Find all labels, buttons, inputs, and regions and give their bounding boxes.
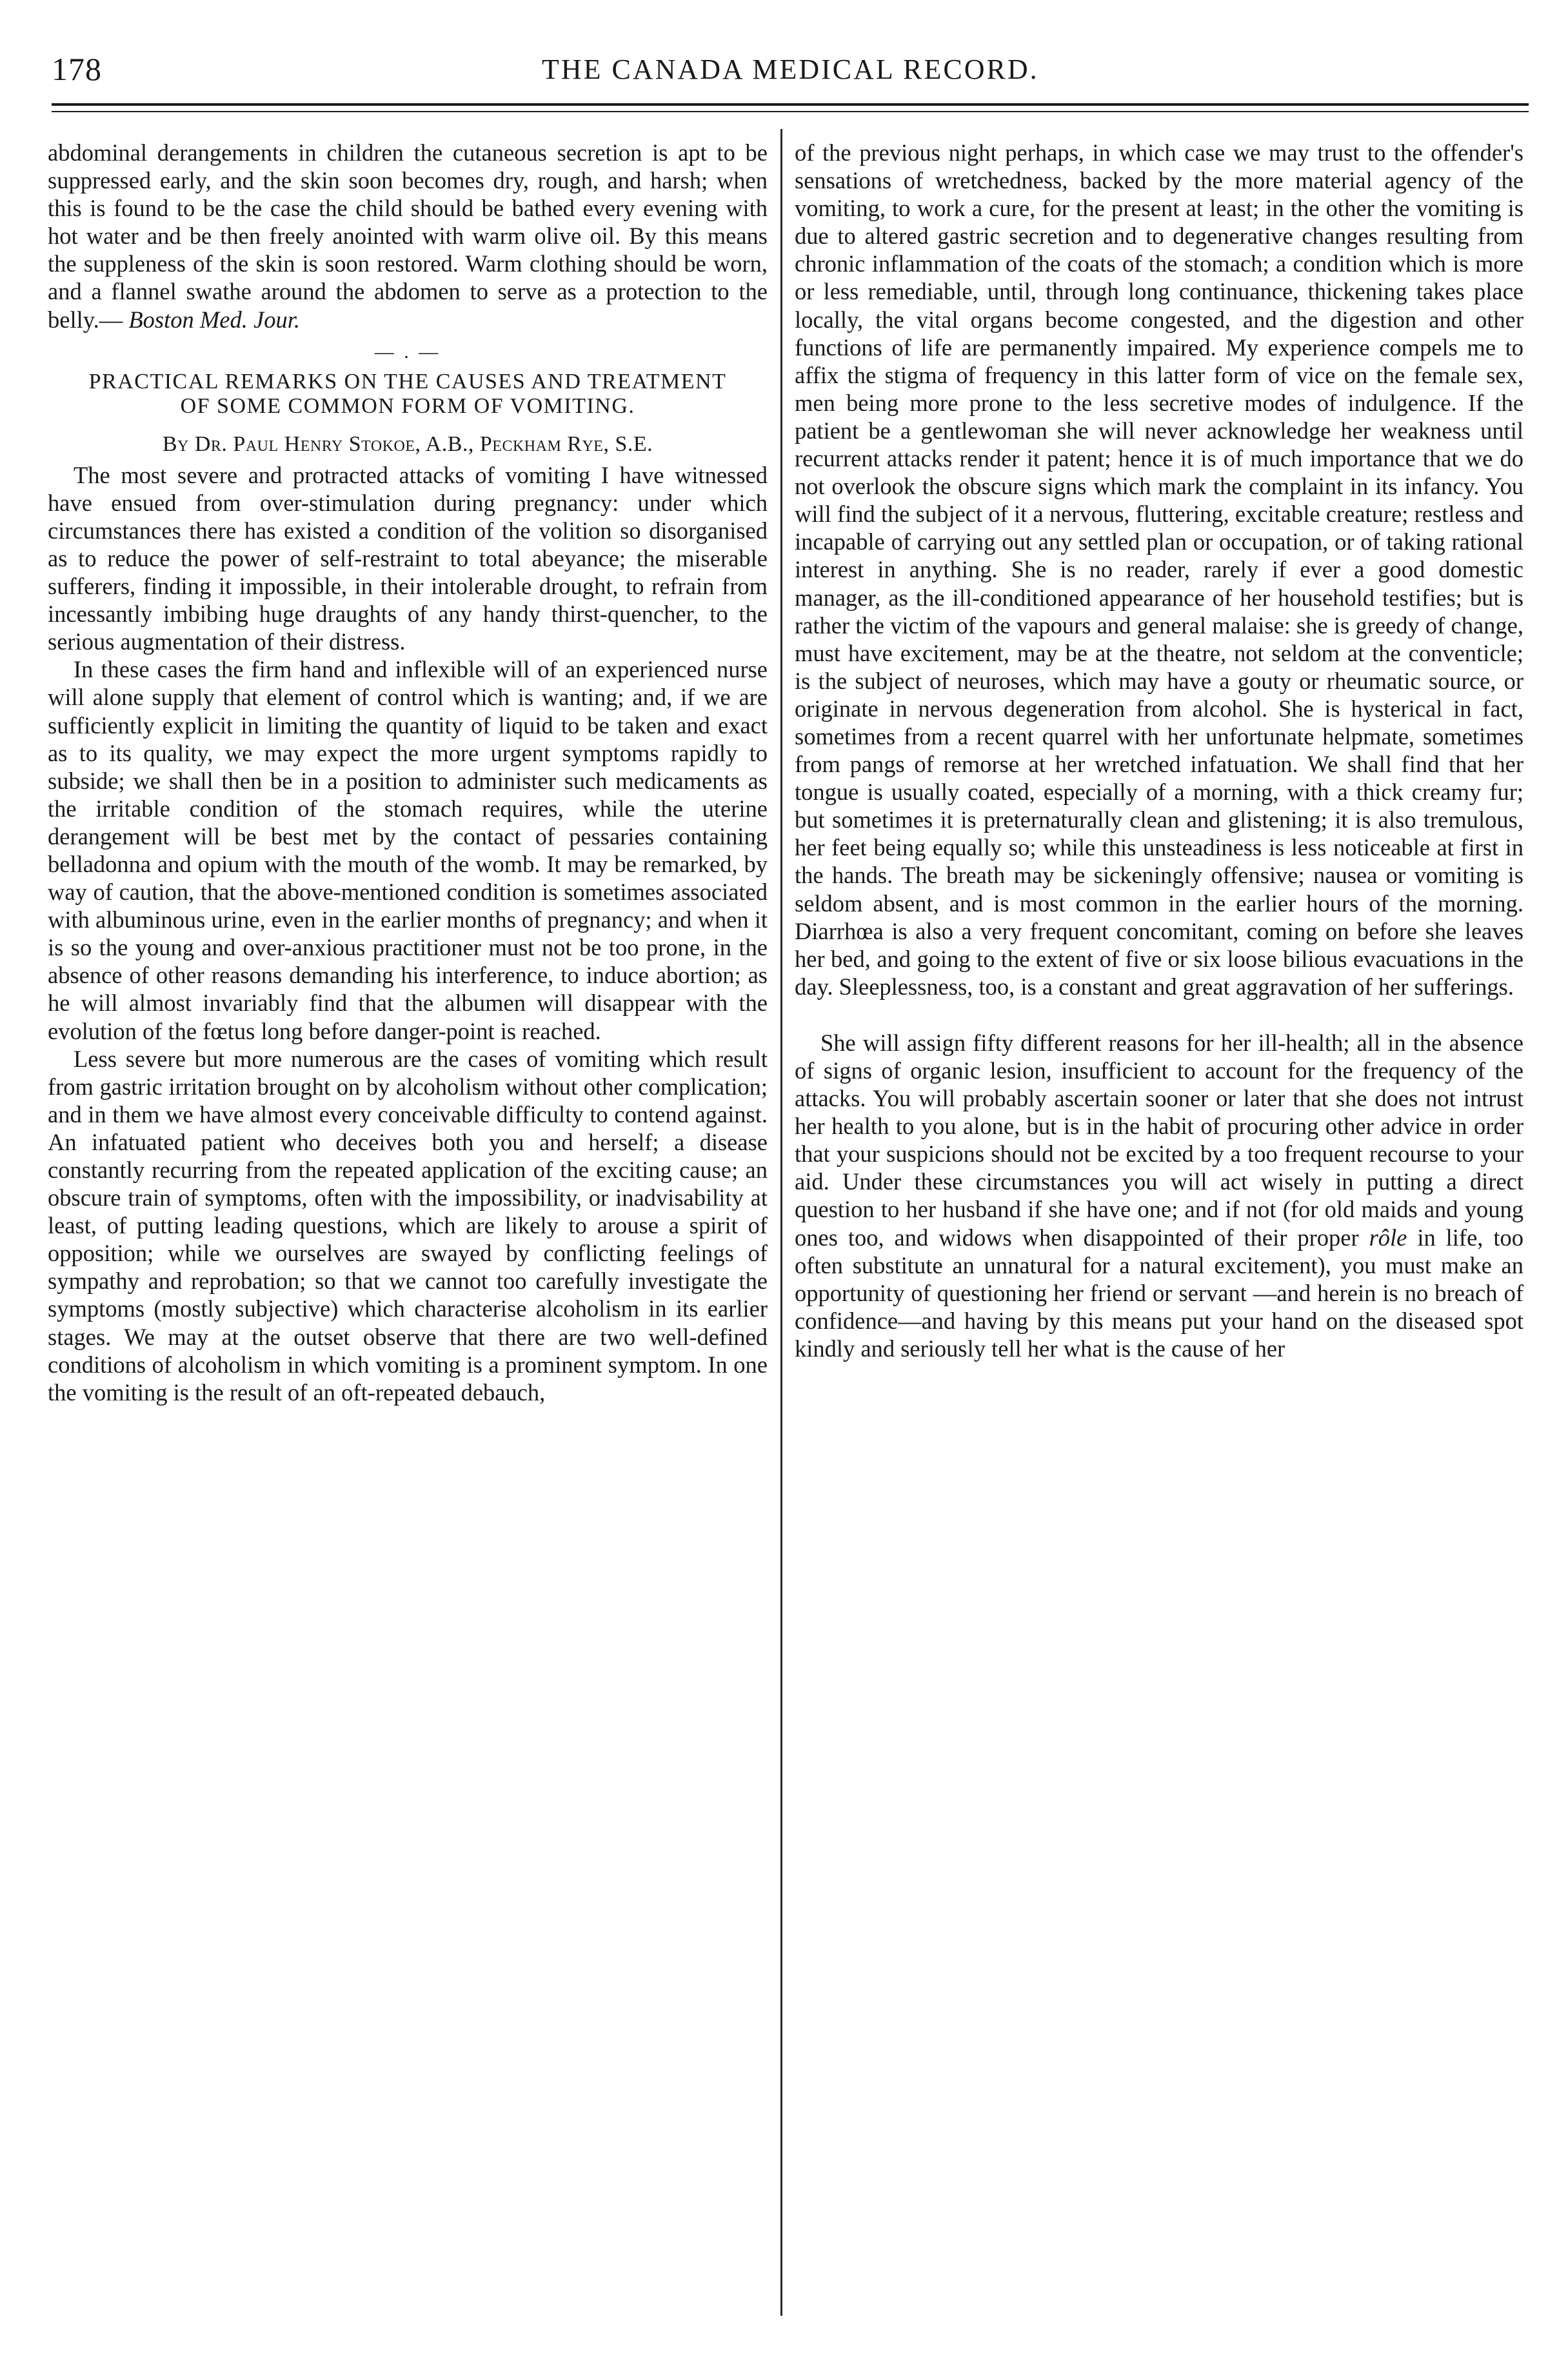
paragraph: The most severe and protracted attacks of vomiting I have witnessed have ensued from over-stimulation during pregnancy: under which circumstances there has existed a condition of the volition so disorganised as to reduce the power of self-restraint to total abeyance; the miserable sufferers, finding it impossible, in their intolerable drought, to refrain from incessantly imbibing huge draughts of any handy thirst-quencher, to the serious augmentation of their distress. [48,461,768,655]
paragraph: of the previous night perhaps, in which case we may trust to the offender's sensations of wretchedness, backed by the more material agency of the vomiting, to work a cure, for the present at least; in the other the vomiting is due to altered gastric secretion and to degenerative changes resulting from chronic inflammation of the coats of the stomach; a condition which is more or less remediable, until, through long continuance, thickening takes place locally, the vital organs become congested, and the digestion and other functions of life are permanently impaired. My experience compels me to affix the stigma of frequency in this latter form of vice on the female sex, men being more prone to the less secretive modes of indulgence. If the patient be a gentlewoman she will never acknowledge her weakness until recurrent attacks render it patent; hence it is of much importance that we do not overlook the obscure signs which mark the complaint in its infancy. You will find the subject of it a nervous, fluttering, excitable creature; restless and incapable of carrying out any settled plan or occupation, or of taking rational interest in anything. She is no reader, rarely if ever a good domestic manager, as the ill-conditioned appearance of her household testifies; but is rather the victim of the vapours and general malaise: she is greedy of change, must have excitement, may be at the theatre, not seldom at the conventicle; is the subject of neuroses, which may have a gouty or rheumatic source, or originate in nervous degeneration from alcohol. She is hysterical in fact, sometimes from a recent quarrel with her unfortunate helpmate, sometimes from pangs of remorse at her wretched infatuation. We shall find that her tongue is usually coated, especially of a morning, with a thick creamy fur; but sometimes it is preternaturally clean and glistening; it is also tremulous, her feet being equally so; while this unsteadiness is less noticeable at first in the hands. The breath may be sickeningly offensive; nausea or vomiting is seldom absent, and is most common in the earlier hours of the morning. Diarrhœa is also a very frequent concomitant, coming on before she leaves her bed, and going to the extent of five or six loose bilious evacuations in the day. Sleeplessness, too, is a constant and great aggravation of her sufferings. [795,139,1523,1000]
citation: Boston Med. Jour. [128,306,300,333]
paragraph-gap [795,1000,1523,1029]
page-number: 178 [52,51,102,87]
paragraph-text: She will assign fifty different reasons for her ill-health; all in the absence of signs of organic lesion, insufficient to account for the frequency of the attacks. You will probably ascertain sooner or later that she does not intrust her health to you alone, but is in the habit of procuring other advice in order that your suspicions should not be excited by a too frequent recourse to your aid. Under these circumstances you will act wisely in putting a direct question to her husband if she have one; and if not (for old maids and young ones too, and widows when disappointed of their proper [795,1029,1523,1251]
paragraph [48,139,768,333]
article-title: PRACTICAL REMARKS ON THE CAUSES AND TREATMENT OF SOME COMMON FORM OF VOMITING. [88,369,727,418]
paragraph-text: in life, too often substitute an unnatural for a natural excitement), you must make an opportunity of questioning her friend or servant —and herein is no breach of confidence—and having by this means put your hand on the diseased spot kindly and seriously tell her what is the cause of her [795,1224,1524,1362]
right-column [795,139,1523,1362]
byline: By Dr. Paul Henry Stokoe, A.B., Peckham Rye, S.E. [162,432,653,456]
header-rule-thin [52,111,1529,112]
section-break: — . — [374,341,441,363]
page-header [52,39,1529,97]
running-title: THE CANADA MEDICAL RECORD. [542,54,1039,85]
italic-term: rôle [1369,1224,1407,1251]
paragraph-text: abdominal derangements in children the cutaneous secretion is apt to be suppressed early, and the skin soon becomes dry, rough, and harsh; when this is found to be the case the child should be bathed every evening with hot water and be then freely anointed with warm olive oil. By this means the suppleness of the skin is soon restored. Warm clothing should be worn, and a flannel swathe around the abdomen to serve as a protection to the belly.— [48,139,768,333]
left-column [48,139,768,1406]
column-divider [780,129,782,2316]
paragraph: Less severe but more numerous are the cases of vomiting which result from gastric irritation brought on by alcoholism without other complication; and in them we have almost every conceivable difficulty to contend against. An infatuated patient who deceives both you and herself; a disease constantly recurring from the repeated application of the exciting cause; an obscure train of symptoms, often with the impossibility, or inadvisability at least, of putting leading questions, which are likely to arouse a spirit of opposition; while we ourselves are swayed by conflicting feelings of sympathy and reprobation; so that we cannot too carefully investigate the symptoms (mostly subjective) which characterise alcoholism in its earlier stages. We may at the outset observe that there are two well-defined conditions of alcoholism in which vomiting is a prominent symptom. In one the vomiting is the result of an oft-repeated debauch, [48,1045,768,1406]
paragraph [795,1029,1523,1362]
header-rule [52,103,1529,106]
paragraph: In these cases the firm hand and inflexible will of an experienced nurse will alone supply that element of control which is wanting; and, if we are sufficiently explicit in limiting the quantity of liquid to be taken and exact as to its quality, we may expect the more urgent symptoms rapidly to subside; we shall then be in a position to administer such medicaments as the irritable condition of the stomach requires, while the uterine derangement will be best met by the contact of pessaries containing belladonna and opium with the mouth of the womb. It may be remarked, by way of caution, that the above-mentioned condition is sometimes associated with albuminous urine, even in the earlier months of pregnancy; and when it is so the young and over-anxious practitioner must not be too prone, in the absence of other reasons demanding his interference, to induce abortion; as he will almost invariably find that the albumen will disappear with the evolution of the fœtus long before danger-point is reached. [48,656,768,1044]
